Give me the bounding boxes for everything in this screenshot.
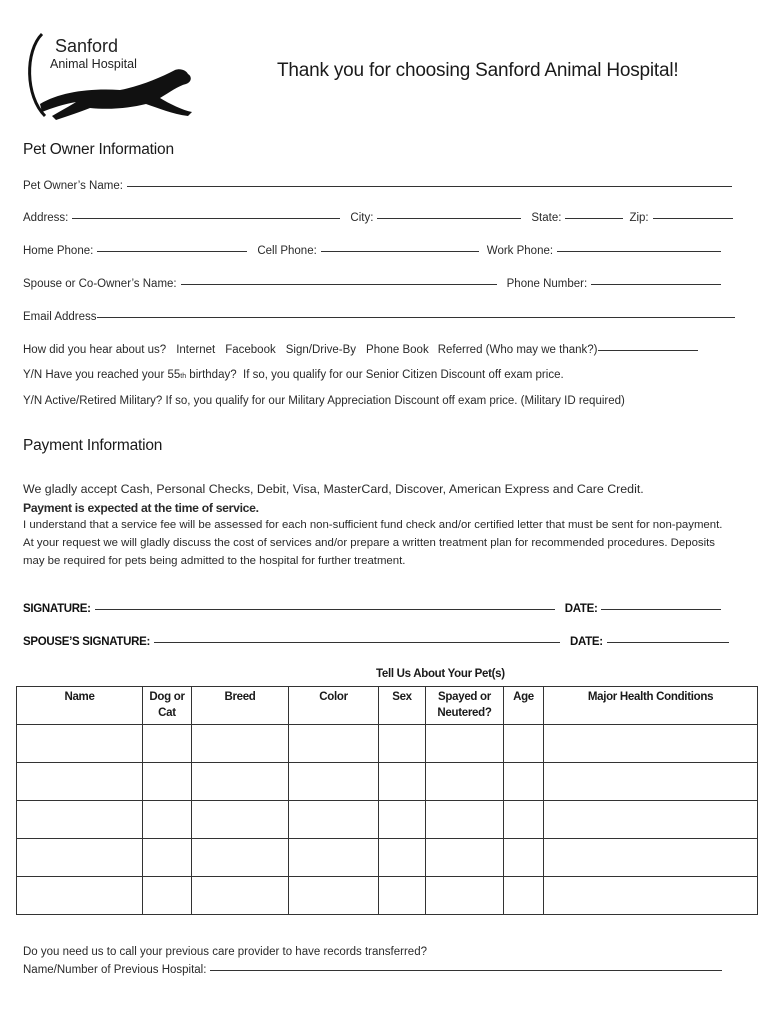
- senior-suffix: birthday? If so, you qualify for our Senior Citizen Discount off exam price.: [186, 369, 564, 381]
- address-label: Address:: [23, 212, 69, 224]
- cell[interactable]: [289, 801, 379, 839]
- hear-row: [23, 344, 702, 356]
- date-field[interactable]: [601, 608, 721, 610]
- city-label: City:: [350, 212, 374, 224]
- owner-name-row: [23, 180, 736, 192]
- email-field[interactable]: [97, 316, 735, 318]
- signature-field[interactable]: [95, 608, 555, 610]
- cell[interactable]: [504, 725, 544, 763]
- spouse-label: Spouse or Co-Owner’s Name:: [23, 278, 177, 290]
- hear-option-facebook[interactable]: Facebook: [225, 344, 276, 356]
- cell[interactable]: [17, 763, 143, 801]
- sanford-logo: [20, 26, 200, 126]
- cell[interactable]: [426, 801, 504, 839]
- table-row: [17, 763, 758, 801]
- cell[interactable]: [426, 839, 504, 877]
- previous-hospital-label: Name/Number of Previous Hospital:: [23, 964, 207, 976]
- cell[interactable]: [143, 763, 192, 801]
- cell[interactable]: [426, 725, 504, 763]
- phone-number-label: Phone Number:: [506, 278, 588, 290]
- dog-silhouette-icon: [40, 69, 192, 120]
- cell[interactable]: [289, 763, 379, 801]
- cell[interactable]: [17, 801, 143, 839]
- cell[interactable]: [192, 877, 289, 915]
- cell[interactable]: [379, 725, 426, 763]
- work-phone-label: Work Phone:: [486, 245, 554, 257]
- hear-option-referred[interactable]: Referred (Who may we thank?): [437, 344, 598, 356]
- cell[interactable]: [17, 877, 143, 915]
- cell[interactable]: [544, 763, 758, 801]
- email-row: [23, 311, 739, 323]
- owner-name-label: Pet Owner’s Name:: [23, 180, 123, 192]
- cell[interactable]: [504, 763, 544, 801]
- col-health: Major Health Conditions: [544, 687, 758, 725]
- spouse-signature-label: SPOUSE’S SIGNATURE:: [23, 636, 150, 648]
- previous-question: Do you need us to call your previous care provider to have records transferred?: [23, 946, 427, 958]
- cell[interactable]: [289, 877, 379, 915]
- spouse-field[interactable]: [181, 283, 497, 285]
- senior-sup: th: [180, 373, 187, 380]
- cell[interactable]: [289, 839, 379, 877]
- cell-phone-label: Cell Phone:: [257, 245, 317, 257]
- address-row: [23, 212, 737, 224]
- phone-number-field[interactable]: [591, 283, 721, 285]
- date2-field[interactable]: [607, 641, 729, 643]
- cell[interactable]: [289, 725, 379, 763]
- cell[interactable]: [426, 877, 504, 915]
- payment-expected: Payment is expected at the time of service.: [23, 501, 259, 515]
- zip-label: Zip:: [629, 212, 649, 224]
- page-title: Thank you for choosing Sanford Animal Hospital!: [277, 60, 679, 81]
- cell-phone-field[interactable]: [321, 250, 479, 252]
- col-color: Color: [289, 687, 379, 725]
- pets-table: [16, 686, 758, 915]
- cell[interactable]: [192, 839, 289, 877]
- state-field[interactable]: [565, 217, 623, 219]
- military-row: Y/N Active/Retired Military? If so, you qualify for our Military Appreciation Discount off exam price. (Military ID required): [23, 395, 625, 407]
- cell[interactable]: [544, 801, 758, 839]
- col-sex: Sex: [379, 687, 426, 725]
- cell[interactable]: [143, 801, 192, 839]
- pets-caption: Tell Us About Your Pet(s): [376, 668, 505, 680]
- senior-row: [23, 369, 564, 381]
- cell[interactable]: [504, 839, 544, 877]
- cell[interactable]: [143, 877, 192, 915]
- hear-option-internet[interactable]: Internet: [176, 344, 216, 356]
- phone-row: [23, 245, 725, 257]
- cell[interactable]: [143, 839, 192, 877]
- cell[interactable]: [504, 801, 544, 839]
- spouse-signature-field[interactable]: [154, 641, 560, 643]
- cell[interactable]: [143, 725, 192, 763]
- signature-row: [23, 603, 725, 615]
- cell[interactable]: [379, 839, 426, 877]
- state-label: State:: [531, 212, 562, 224]
- col-spayed: Spayed or Neutered?: [426, 687, 504, 725]
- cell[interactable]: [17, 839, 143, 877]
- table-row: [17, 839, 758, 877]
- owner-name-field[interactable]: [127, 185, 732, 187]
- payment-accept: We gladly accept Cash, Personal Checks, Debit, Visa, MasterCard, Discover, American Express and Care Credit.: [23, 482, 644, 496]
- signature-label: SIGNATURE:: [23, 603, 91, 615]
- cell[interactable]: [192, 801, 289, 839]
- email-label: Email Address: [23, 311, 97, 323]
- work-phone-field[interactable]: [557, 250, 721, 252]
- payment-heading: Payment Information: [23, 437, 163, 454]
- cell[interactable]: [544, 725, 758, 763]
- city-field[interactable]: [377, 217, 521, 219]
- cell[interactable]: [379, 877, 426, 915]
- cell[interactable]: [379, 801, 426, 839]
- previous-hospital-row: [23, 964, 726, 976]
- hear-option-phonebook[interactable]: Phone Book: [366, 344, 429, 356]
- col-dog-or-cat: Dog or Cat: [143, 687, 192, 725]
- hear-label: How did you hear about us?: [23, 344, 167, 356]
- owner-heading: Pet Owner Information: [23, 141, 174, 158]
- referred-field[interactable]: [598, 349, 698, 351]
- logo-line1: Sanford: [55, 36, 119, 56]
- zip-field[interactable]: [653, 217, 733, 219]
- table-row: [17, 801, 758, 839]
- spouse-signature-row: [23, 636, 733, 648]
- home-phone-label: Home Phone:: [23, 245, 94, 257]
- table-row: [17, 877, 758, 915]
- senior-prefix: Y/N Have you reached your 55: [23, 369, 181, 381]
- cell[interactable]: [504, 877, 544, 915]
- cell[interactable]: [426, 763, 504, 801]
- cell[interactable]: [192, 763, 289, 801]
- pets-header-row: [17, 687, 758, 725]
- previous-hospital-field[interactable]: [210, 969, 722, 971]
- spouse-row: [23, 278, 725, 290]
- date-label: DATE:: [564, 603, 598, 615]
- hear-option-sign[interactable]: Sign/Drive-By: [285, 344, 357, 356]
- table-row: [17, 725, 758, 763]
- cell[interactable]: [17, 725, 143, 763]
- date2-label: DATE:: [570, 636, 603, 648]
- cell[interactable]: [379, 763, 426, 801]
- col-age: Age: [504, 687, 544, 725]
- home-phone-field[interactable]: [97, 250, 247, 252]
- payment-body: I understand that a service fee will be assessed for each non-sufficient fund check and/or certified letter that must be sent for non-payment. At your request we will gladly discuss the cost of services and/or prepare a written treatment plan for recommended procedures. Deposits may be required for pets being admitted to the hospital for further treatment.: [23, 519, 723, 567]
- cell[interactable]: [544, 877, 758, 915]
- col-name: Name: [17, 687, 143, 725]
- address-field[interactable]: [72, 217, 340, 219]
- cell[interactable]: [544, 839, 758, 877]
- cell[interactable]: [192, 725, 289, 763]
- col-breed: Breed: [192, 687, 289, 725]
- logo-line2: Animal Hospital: [50, 57, 137, 71]
